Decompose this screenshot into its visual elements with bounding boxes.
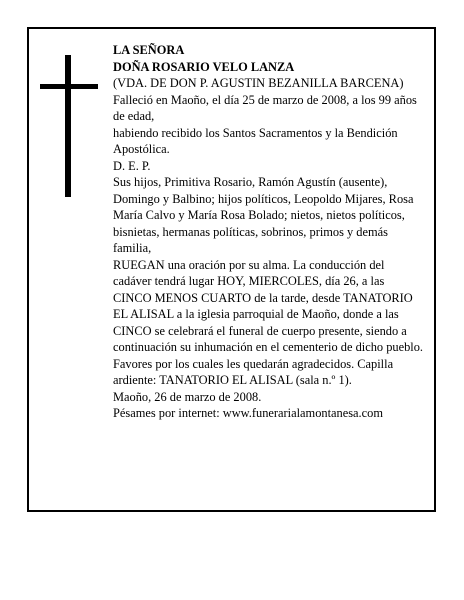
rip-text: D. E. P. <box>113 158 151 173</box>
sacraments-text: habiendo recibido los Santos Sacramentos y la Bendición Apostólica. <box>113 125 398 156</box>
cross-icon <box>65 55 71 197</box>
request-text: RUEGAN una oración por su alma. La conducción del cadáver tendrá lugar HOY, MIERCOLES, día 26, a las CINCO MENOS CUARTO de la tarde, desde TANATORIO EL ALISAL a la iglesia parroquial de Maoño, donde a las CINCO se celebrará el funeral de cuerpo presente, siendo a continuación su inhumación en el cementerio de dicho pueblo. Favores por los cuales les quedarán agradecidos. Capilla ardiente: TANATORIO EL ALISAL (sala n.º 1). <box>113 257 424 387</box>
cross-icon-bar <box>40 84 98 89</box>
notice-header-line1: LA SEÑORA <box>113 43 185 57</box>
deceased-name: DOÑA ROSARIO VELO LANZA <box>113 59 295 74</box>
notice-text <box>113 42 423 422</box>
date-line: Maoño, 26 de marzo de 2008. <box>113 389 262 404</box>
widow-note: (VDA. DE DON P. AGUSTIN BEZANILLA BARCENA) <box>113 76 404 90</box>
family-text: Sus hijos, Primitiva Rosario, Ramón Agustín (ausente), Domingo y Balbino; hijos políticos, Leopoldo Mijares, Rosa María Calvo y María Rosa Bolado; nietos, nietos políticos, bisnietas, hermanas políticas, sobrinos, primos y demás familia, <box>113 175 414 255</box>
death-info: Falleció en Maoño, el día 25 de marzo de 2008, a los 99 años de edad, <box>113 92 417 123</box>
condolences-text: Pésames por internet: www.funerarialamontanesa.com <box>113 406 383 420</box>
